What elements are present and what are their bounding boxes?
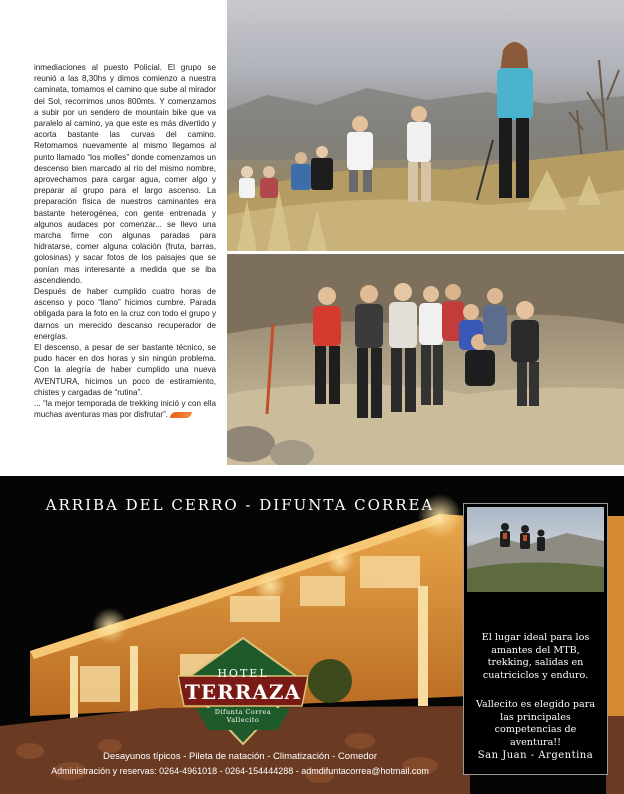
logo-hotel-word: HOTEL (217, 667, 269, 680)
end-of-article-icon (170, 412, 193, 418)
hikers-ridge-photo (227, 0, 624, 251)
side-text-vallecito: Vallecito es elegido para las principales competencias de aventura!! (475, 699, 596, 748)
logo-difunta-correa: Difunta Correa (214, 708, 272, 716)
article-closing-quote: ... “la mejor temporada de trekking inició y con ella muchas aventuras mas por disfrutar”. (34, 399, 216, 420)
hotel-services: Desayunos típicos - Pileta de natación - Climatización - Comedor (102, 751, 378, 762)
side-location: San Juan - Argentina (477, 750, 594, 761)
group-summit-illustration (227, 254, 624, 465)
cyclists-photo (467, 507, 604, 592)
ad-headline: ARRIBA DEL CERRO - DIFUNTA CORREA (45, 496, 435, 514)
hikers-ridge-illustration (227, 0, 624, 251)
article-paragraph-1: inmediaciones al puesto Policial. El grupo se reunió a las 8,30hs y dimos comienzo a nuestra caminata, tomamos el camino que sube al mirador del Sol, recorrimos unos 800mts. Y comenzamos a subir por un sendero de mountain bike que va paralelo al camino, ya que este es más divertido y acorta bastante las curvas del camino. Retomamos nuevamente al mismo llegamos al punto llamado “los molles” donde comenzamos un descenso bien marcado al río del mismo nombre, aprovechamos para cargar agua, comer algo y preparar al grupo para el largo ascenso. La preparación física de nuestros caminantes era bastante heterogénea, con gente entrenada y algunos audaces por comenzar... se llevo una marcha firme con algunas paradas para hidratarse, comer alguna colación (fruta, barras, golosinas) y sacar fotos de los paisajes que se ponían mas interesante a medida que se iba ascendiendo. (34, 63, 216, 285)
hotel-advertisement (0, 476, 624, 794)
article-paragraph-3: El descenso, a pesar de ser bastante técnico, se pudo hacer en dos horas y sin ningún problema. Con la alegría de haber cumplido una nueva AVENTURA, hicimos un poco de estiramiento, chistes y cargadas de “rutina”. (34, 343, 216, 397)
article-text-column (34, 62, 216, 421)
hotel-terraza-logo (178, 636, 308, 748)
logo-terraza-word: TERRAZA (184, 680, 301, 704)
hotel-contact: Administración y reservas: 0264-4961018 - 0264-154444288 - admdifuntacorrea@hotmail.com (51, 766, 429, 776)
logo-vallecito: Vallecito (226, 716, 260, 724)
group-summit-photo (227, 254, 624, 465)
side-info-box (463, 503, 608, 775)
cyclists-illustration (467, 507, 604, 592)
article-paragraph-2: Después de haber cumplido cuatro horas de ascenso y poco “llano” hicimos cumbre. Parada obligada para la foto en la cruz con todo el grupo y darnos un merecido descanso recuperador de energías. (34, 287, 216, 341)
side-text-activities: El lugar ideal para los amantes del MTB, trekking, salidas en cuatriciclos y enduro. (481, 632, 590, 681)
article-paragraph-4 (34, 398, 216, 420)
